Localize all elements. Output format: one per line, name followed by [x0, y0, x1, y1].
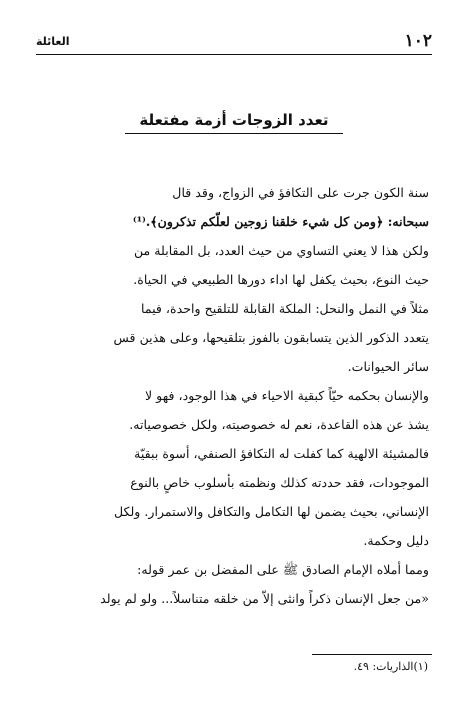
- footnote-divider: [312, 654, 432, 655]
- section-title: [0, 111, 468, 134]
- text-line: حيث النوع، بحيث يكفل لها اداء دورها الطبيعي في الحياة.: [133, 272, 429, 287]
- text-line: سائر الحيوانات.: [347, 359, 429, 374]
- page-number: ١٠٢: [404, 31, 432, 51]
- body-text: [39, 178, 429, 613]
- text-line: ولكن هذا لا يعني التساوي من حيث العدد، بل المقابلة من: [133, 243, 429, 258]
- running-title: العائلة: [36, 34, 70, 48]
- text-line: دليل وحكمة.: [363, 533, 429, 548]
- text-line: «من جعل الإنسان ذكراً وانثى إلاّ من خلقه متناسلاً... ولو لم يولد: [100, 591, 429, 606]
- text-line: سنة الكون جرت على التكافؤ في الزواج، وقد قال: [172, 185, 429, 200]
- text-line: يتعدد الذكور الذين يتسابقون بالفوز بتلقيحها، وعلى هذين قس: [113, 330, 429, 345]
- page-header: [36, 28, 432, 55]
- section-title-text: تعدد الزوجات أزمة مفتعلة: [125, 111, 342, 134]
- text-line: يشذ عن هذه القاعدة، نعم له خصوصيته، ولكل خصوصياته.: [129, 417, 429, 432]
- text-line: فالمشيئة الالهية كما كفلت له التكافؤ الصنفي، أسوة ببقيّة: [134, 446, 429, 461]
- footnote: (١)الذاريات: ٤٩.: [353, 660, 428, 673]
- text-line: مثلاً في النمل والنحل: الملكة القابلة للتلقيح واحدة، فيما: [140, 301, 429, 316]
- text-line: سبحانه: ﴿ومن كل شيء خلقنا زوجين لعلّكم تذكرون﴾.⁽¹⁾: [132, 214, 429, 229]
- text-line: ومما أملاه الإمام الصادق ﷺ على المفضل بن عمر قوله:: [137, 562, 429, 577]
- text-line: الإنساني، بحيث يضمن لها التكامل والتكافل والاستمرار. ولكل: [113, 504, 429, 519]
- text-line: الموجودات، فقد حددته كذلك ونظمته بأسلوب خاصٍ بالنوع: [130, 475, 429, 490]
- text-line: والإنسان بحكمه حيّاً كبقية الاحياء في هذا الوجود، فهو لا: [145, 388, 429, 403]
